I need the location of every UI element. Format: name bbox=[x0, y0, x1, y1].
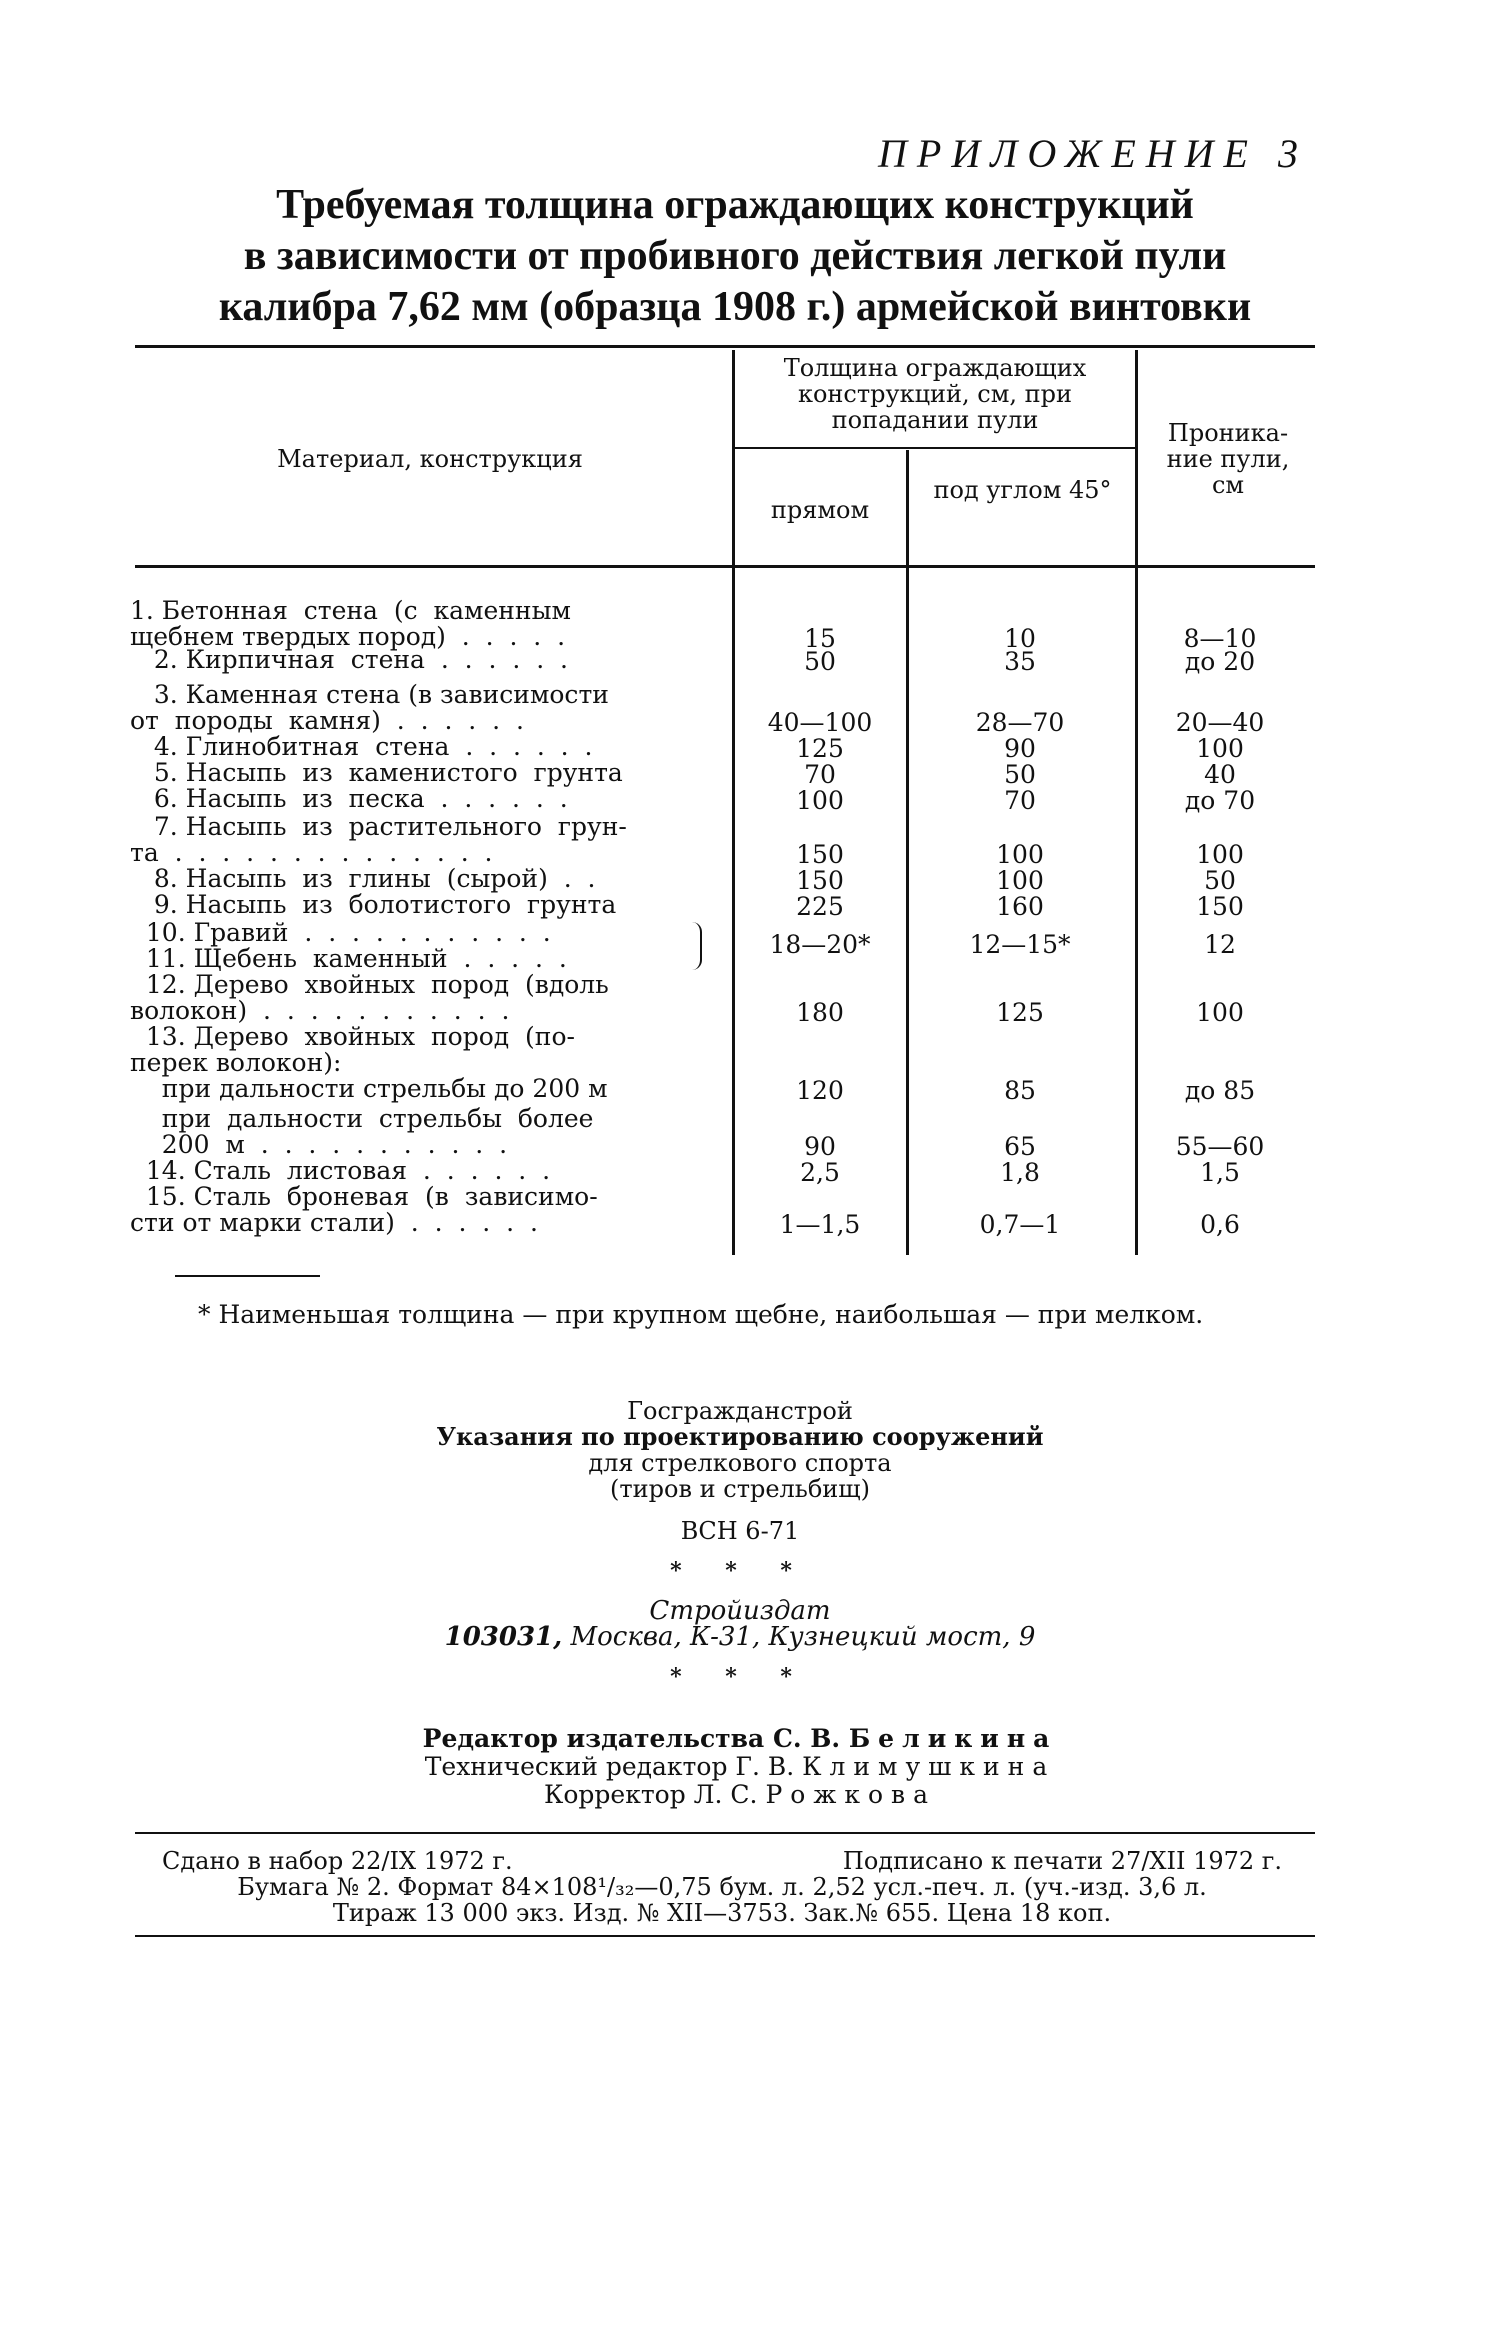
footnote-rule bbox=[175, 1275, 320, 1277]
footnote: * Наименьшая толщина — при крупном щебне, наибольшая — при мелком. bbox=[198, 1300, 1204, 1329]
imprint-address-text: Москва, К-31, Кузнецкий мост, 9 bbox=[570, 1622, 1036, 1652]
imprint-address bbox=[360, 1624, 1120, 1650]
table-cell-direct: 125 bbox=[796, 734, 844, 763]
table-row-material-line: от породы камня) . . . . . . bbox=[130, 706, 524, 735]
table-cell-pen: 150 bbox=[1196, 892, 1244, 921]
table-cell-pen: 8—10 bbox=[1183, 624, 1257, 653]
table-cell-direct: 40—100 bbox=[767, 708, 873, 737]
subheader-rule bbox=[735, 447, 1135, 449]
table-cell-angle: 35 bbox=[1004, 647, 1036, 676]
document-title bbox=[150, 180, 1320, 333]
table-row-material-line: при дальности стрельбы до 200 м bbox=[130, 1074, 608, 1103]
table-cell-pen: 12 bbox=[1204, 930, 1236, 959]
colophon-bottom-rule bbox=[135, 1935, 1315, 1937]
table-cell-pen: 50 bbox=[1204, 866, 1236, 895]
credits-block bbox=[300, 1725, 1180, 1809]
table-row-material-line: 3. Каменная стена (в зависимости bbox=[130, 680, 609, 709]
table-cell-angle: 70 bbox=[1004, 786, 1036, 815]
table-row-material-line: 10. Гравий . . . . . . . . . . . bbox=[130, 918, 551, 947]
table-cell-direct: 1—1,5 bbox=[779, 1210, 861, 1239]
credit-corrector bbox=[300, 1781, 1180, 1809]
table-row-material-line: 200 м . . . . . . . . . . . bbox=[130, 1130, 508, 1159]
imprint-line-2: Указания по проектированию сооружений bbox=[436, 1422, 1044, 1451]
table-cell-direct: 50 bbox=[804, 647, 836, 676]
table-cell-angle: 1,8 bbox=[1000, 1158, 1040, 1187]
credit-corrector-label: Корректор Л. С. bbox=[544, 1780, 758, 1809]
table-cell-angle: 125 bbox=[996, 998, 1044, 1027]
credit-editor-label: Редактор издательства С. В. bbox=[422, 1724, 841, 1753]
imprint-stars-1: * * * bbox=[670, 1558, 810, 1584]
table-row-material-line: 13. Дерево хвойных пород (по- bbox=[130, 1022, 575, 1051]
table-row-material-line: 8. Насыпь из глины (сырой) . . bbox=[130, 864, 596, 893]
credit-editor-name: Беликина bbox=[848, 1724, 1058, 1753]
table-cell-direct: 2,5 bbox=[800, 1158, 840, 1187]
column-divider-1 bbox=[732, 350, 735, 1255]
colophon-paper: Бумага № 2. Формат 84×108¹/₃₂—0,75 бум. л. 2,52 усл.-печ. л. (уч.-изд. 3,6 л. bbox=[237, 1873, 1207, 1901]
table-cell-angle: 160 bbox=[996, 892, 1044, 921]
table-row-material-line: щебнем твердых пород) . . . . . bbox=[130, 622, 566, 651]
imprint-publisher: Стройиздат bbox=[649, 1596, 831, 1626]
table-cell-pen: 0,6 bbox=[1200, 1210, 1240, 1239]
table-cell-angle: 50 bbox=[1004, 760, 1036, 789]
header-bottom-rule bbox=[135, 565, 1315, 568]
table-row-material-line: 6. Насыпь из песка . . . . . . bbox=[130, 784, 568, 813]
column-divider-2 bbox=[906, 450, 909, 1255]
table-row-material-line: 1. Бетонная стена (с каменным bbox=[130, 596, 571, 625]
imprint-org: Госгражданстрой bbox=[627, 1397, 853, 1425]
table-cell-pen: 20—40 bbox=[1175, 708, 1265, 737]
table-cell-angle: 85 bbox=[1004, 1076, 1036, 1105]
table-row-material-line: волокон) . . . . . . . . . . . bbox=[130, 996, 510, 1025]
table-cell-direct: 120 bbox=[796, 1076, 844, 1105]
imprint-line-3: для стрелкового спорта bbox=[588, 1449, 892, 1477]
table-row-material-line: 15. Сталь броневая (в зависимо- bbox=[130, 1182, 598, 1211]
imprint-stars-2: * * * bbox=[670, 1664, 810, 1690]
colophon-line-1 bbox=[162, 1848, 1282, 1874]
imprint-block bbox=[360, 1398, 1120, 1690]
table-row-material-line: сти от марки стали) . . . . . . bbox=[130, 1208, 538, 1237]
table-cell-direct: 90 bbox=[804, 1132, 836, 1161]
credit-tech-name: Климушкина bbox=[802, 1752, 1056, 1781]
header-angle: под углом 45° bbox=[933, 476, 1112, 504]
credit-corrector-name: Рожкова bbox=[765, 1780, 936, 1809]
header-penetration: Проника-ние пули, см bbox=[1166, 419, 1290, 499]
table-cell-direct: 150 bbox=[796, 866, 844, 895]
table-cell-angle: 100 bbox=[996, 840, 1044, 869]
table-row-material-line: 11. Щебень каменный . . . . . bbox=[130, 944, 567, 973]
table-top-rule bbox=[135, 345, 1315, 348]
table-row-material-line: 5. Насыпь из каменистого грунта bbox=[130, 758, 623, 787]
table-cell-pen: 100 bbox=[1196, 734, 1244, 763]
table-row-material-line: 7. Насыпь из растительного грун- bbox=[130, 812, 627, 841]
table-row-material-line: 4. Глинобитная стена . . . . . . bbox=[130, 732, 593, 761]
table-row-material-line: 14. Сталь листовая . . . . . . bbox=[130, 1156, 551, 1185]
credit-tech-label: Технический редактор Г. В. bbox=[424, 1752, 795, 1781]
credit-editor bbox=[300, 1725, 1180, 1753]
imprint-address-index: 103031, bbox=[444, 1622, 563, 1652]
credit-tech-editor bbox=[300, 1753, 1180, 1781]
table-row-material-line: 9. Насыпь из болотистого грунта bbox=[130, 890, 617, 919]
rows-10-11-brace bbox=[690, 922, 702, 970]
table-row-material-line: при дальности стрельбы более bbox=[130, 1104, 594, 1133]
table-row-material-line: та . . . . . . . . . . . . . . bbox=[130, 838, 493, 867]
table-row-material-line: перек волокон): bbox=[130, 1048, 342, 1077]
colophon-typeset: Сдано в набор 22/IX 1972 г. bbox=[162, 1847, 513, 1875]
column-divider-3 bbox=[1135, 350, 1138, 1255]
colophon-print-run: Тираж 13 000 экз. Изд. № XII—3753. Зак.№ 655. Цена 18 коп. bbox=[332, 1899, 1112, 1927]
table-cell-pen: 40 bbox=[1204, 760, 1236, 789]
table-cell-direct: 180 bbox=[796, 998, 844, 1027]
colophon-signed: Подписано к печати 27/XII 1972 г. bbox=[842, 1847, 1282, 1875]
title-line-3: калибра 7,62 мм (образца 1908 г.) армейской винтовки bbox=[218, 284, 1252, 330]
table-cell-pen: до 20 bbox=[1184, 647, 1256, 676]
table-cell-angle: 90 bbox=[1004, 734, 1036, 763]
table-cell-angle: 10 bbox=[1004, 624, 1036, 653]
table-cell-direct: 225 bbox=[796, 892, 844, 921]
table-cell-angle: 65 bbox=[1004, 1132, 1036, 1161]
imprint-code: ВСН 6-71 bbox=[680, 1517, 800, 1545]
table-cell-direct: 150 bbox=[796, 840, 844, 869]
table-cell-direct: 15 bbox=[804, 624, 836, 653]
table-cell-direct: 70 bbox=[804, 760, 836, 789]
table-cell-pen: до 70 bbox=[1184, 786, 1256, 815]
table-cell-angle: 0,7—1 bbox=[979, 1210, 1061, 1239]
header-material: Материал, конструкция bbox=[277, 445, 583, 473]
header-thickness: Толщина ограждающих конструкций, см, при попадании пули bbox=[783, 354, 1087, 434]
table-cell-pen: до 85 bbox=[1184, 1076, 1256, 1105]
table-cell-pen: 55—60 bbox=[1175, 1132, 1265, 1161]
title-line-2: в зависимости от пробивного действия легкой пули bbox=[243, 233, 1227, 279]
header-direct: прямом bbox=[770, 496, 870, 524]
table-row-material-line: 12. Дерево хвойных пород (вдоль bbox=[130, 970, 609, 999]
table-cell-direct: 18—20* bbox=[769, 930, 871, 959]
title-line-1: Требуемая толщина ограждающих конструкций bbox=[276, 182, 1194, 228]
table-cell-pen: 1,5 bbox=[1200, 1158, 1240, 1187]
table-cell-pen: 100 bbox=[1196, 840, 1244, 869]
colophon-top-rule bbox=[135, 1832, 1315, 1834]
table-cell-angle: 28—70 bbox=[975, 708, 1065, 737]
appendix-label: ПРИЛОЖЕНИЕ 3 bbox=[878, 131, 1308, 176]
colophon bbox=[162, 1848, 1282, 1926]
imprint-line-4: (тиров и стрельбищ) bbox=[610, 1475, 870, 1503]
table-cell-angle: 100 bbox=[996, 866, 1044, 895]
table-cell-angle: 12—15* bbox=[969, 930, 1071, 959]
table-row-material-line: 2. Кирпичная стена . . . . . . bbox=[130, 645, 568, 674]
table-cell-pen: 100 bbox=[1196, 998, 1244, 1027]
table-cell-direct: 100 bbox=[796, 786, 844, 815]
